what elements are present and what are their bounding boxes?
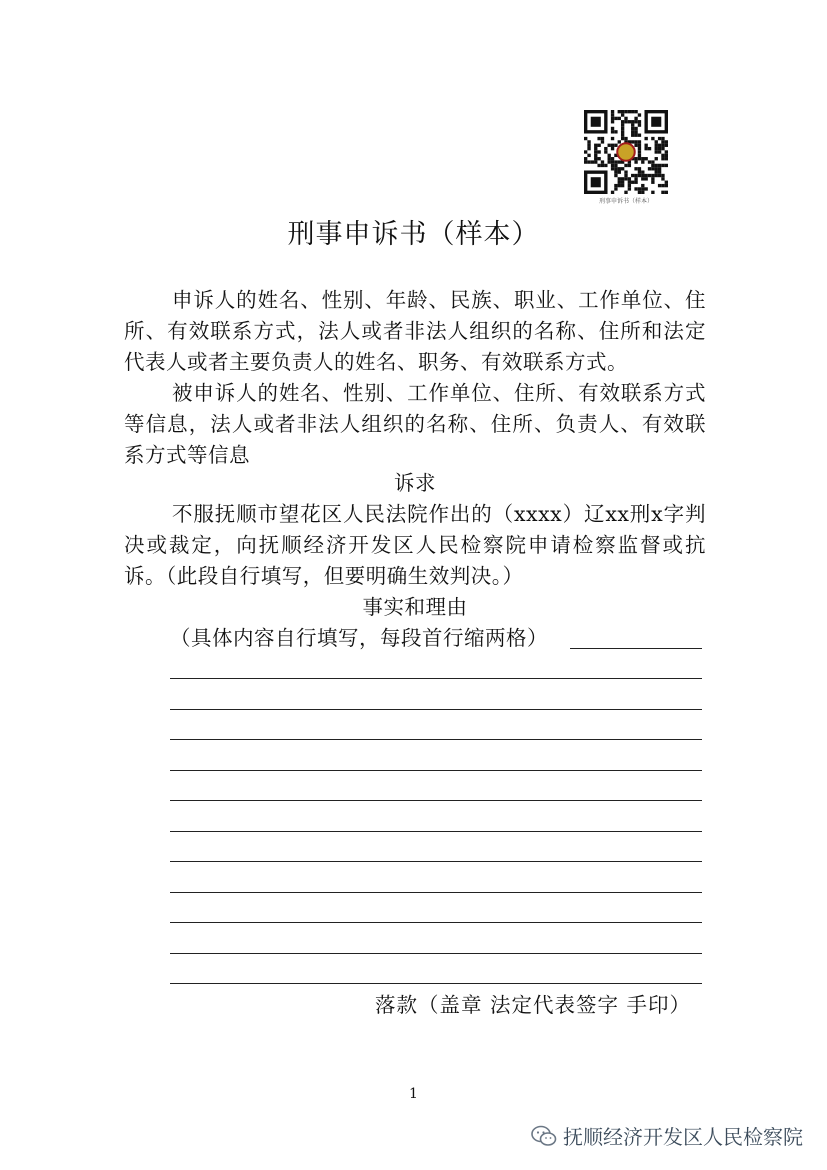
blank-writing-line [170,709,702,710]
wechat-icon [531,1125,557,1147]
blank-writing-line [170,678,702,679]
facts-heading: 事实和理由 [362,595,468,619]
blank-writing-line [170,861,702,862]
qr-code-image [584,110,668,194]
wechat-watermark [531,1121,803,1150]
signature-line: 落款（盖章 法定代表签字 手印） [374,993,691,1017]
appeal-heading: 诉求 [394,471,436,495]
respondent-info-paragraph: 被申诉人的姓名、性别、工作单位、住所、有效联系方式等信息，法人或者非法人组织的名称、住所、负责人、有效联系方式等信息 [124,381,706,467]
blank-writing-line [170,831,702,832]
facts-instruction: （具体内容自行填写，每段首行缩两格） [170,626,548,650]
blank-writing-line [170,953,702,954]
qr-code [584,110,668,205]
qr-caption: 刑事申诉书（样本） [598,198,653,205]
appeal-paragraph: 不服抚顺市望花区人民法院作出的（xxxx）辽xx刑x字判决或裁定，向抚顺经济开发区人民检察院申请检察监督或抗诉。（此段自行填写，但要明确生效判决。） [124,502,706,588]
blank-writing-line [170,739,702,740]
blank-writing-line [170,892,702,893]
watermark-text: 抚顺经济开发区人民检察院 [563,1125,803,1149]
blank-writing-line [170,983,702,984]
blank-writing-line [170,800,702,801]
document-title: 刑事申诉书（样本） [287,219,540,250]
applicant-info-paragraph: 申诉人的姓名、性别、年龄、民族、职业、工作单位、住所、有效联系方式，法人或者非法人组织的名称、住所和法定代表人或者主要负责人的姓名、职务、有效联系方式。 [124,288,706,374]
facts-instruction-blank-line [570,648,702,649]
blank-writing-line [170,922,702,923]
page-number: 1 [409,1086,418,1102]
blank-writing-line [170,770,702,771]
